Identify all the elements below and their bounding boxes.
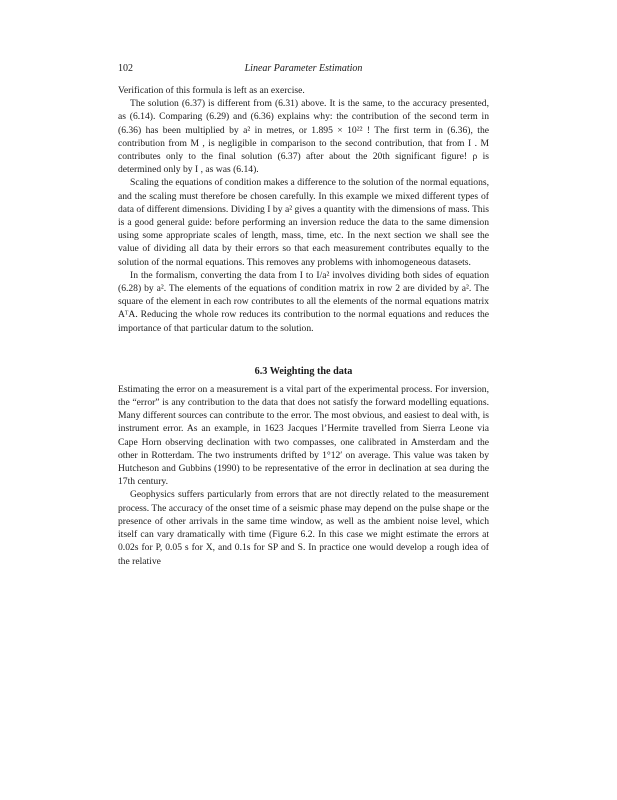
- paragraph: Geophysics suffers particularly from errors that are not directly related to the measurement process. The accuracy of the onset time of a seismic phase may depend on the pulse shape or the presence of other arrivals in the same time window, as well as the ambient noise level, which itself can vary dramatically with time (Figure 6.2. In this case we might estimate the errors at 0.02s for P, 0.05 s for X, and 0.1s for SP and S. In practice one would develop a rough idea of the relative: [118, 489, 489, 567]
- page: [118, 62, 489, 568]
- page-number: 102: [118, 63, 133, 74]
- section-heading: 6.3 Weighting the data: [254, 365, 353, 377]
- paragraph: Verification of this formula is left as an exercise.: [118, 85, 305, 96]
- running-title: Linear Parameter Estimation: [244, 63, 363, 74]
- paragraph: The solution (6.37) is different from (6.31) above. It is the same, to the accuracy presented, as (6.14). Comparing (6.29) and (6.36) explains why: the contribution of the second term in (6.36) has been multiplied by a² in metres, or 1.895 × 10²² ! The first term in (6.36), the contribution from M , is negligible in comparison to the second contribution, that from I . M contributes only to the final solution (6.37) after about the 20th significant figure! ρ is determined only by I , as was (6.14).: [118, 98, 489, 176]
- page-header: [118, 62, 489, 76]
- paragraph: Estimating the error on a measurement is a vital part of the experimental process. For inversion, the “error” is any contribution to the data that does not satisfy the forward modelling equations. Many different sources can contribute to the error. The most obvious, and easiest to deal with, is instrument error. As an example, in 1623 Jacques l’Hermite travelled from Sierra Leone via Cape Horn observing declination with two compasses, one calibrated in Amsterdam and the other in Rotterdam. The two instruments drifted by 1°12′ on average. This value was taken by Hutcheson and Gubbins (1990) to be representative of the error in declination at sea during the 17th century.: [118, 383, 489, 488]
- paragraph: Scaling the equations of condition makes a difference to the solution of the normal equations, and the scaling must therefore be chosen carefully. In this example we mixed different types of data of different dimensions. Dividing I by a² gives a quantity with the dimensions of mass. This is a good general guide: before performing an inversion reduce the data to the same dimension using some appropriate scales of length, mass, time, etc. In the next section we shall see the value of dividing all data by their errors so that each measurement contributes equally to the solution of the normal equations. This removes any problems with inhomogeneous datasets.: [118, 177, 489, 268]
- body-text: [118, 84, 489, 568]
- paragraph: In the formalism, converting the data from I to I/a² involves dividing both sides of equation (6.28) by a². The elements of the equations of condition matrix in row 2 are divided by a². The square of the element in each row contributes to all the elements of the normal equations matrix AᵀA. Reducing the whole row reduces its contribution to the normal equations and reduces the importance of that particular datum to the solution.: [118, 269, 489, 334]
